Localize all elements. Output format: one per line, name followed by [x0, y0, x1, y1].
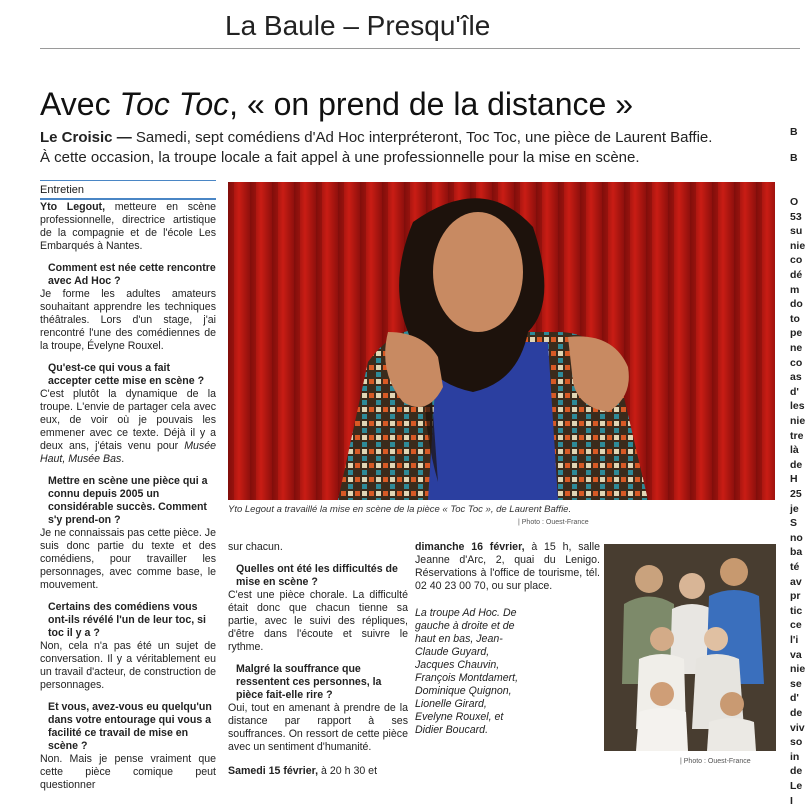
strip-fragment: ba: [790, 546, 803, 559]
answer: Oui, tout en amenant à prendre de la distance par rapport à ses souffrances. On ressort de cette pièce avec un sentiment d'humanité.: [228, 702, 408, 753]
strip-fragment: 25: [790, 488, 802, 500]
strip-fragment: ce: [790, 619, 802, 632]
strip-fragment: in: [790, 750, 800, 763]
strip-fragment: Le: [790, 780, 803, 792]
section-header: [0, 0, 800, 50]
question: Qu'est-ce qui vous a fait accepter cette mise en scène ?: [48, 362, 205, 387]
strip-fragment: O: [790, 196, 799, 208]
question: Quelles ont été les difficultés de mise en scène ?: [236, 563, 398, 588]
question: Mettre en scène une pièce qui a connu depuis 2005 un considérable succès. Comment s'y prend-on ?: [48, 475, 208, 526]
section-title: La Baule – Presqu'île: [225, 10, 491, 41]
photo-credit: | Photo : Ouest-France: [518, 519, 589, 526]
strip-fragment: do: [790, 298, 803, 311]
answer: C'est une pièce chorale. La difficulté était donc que chacun tienne sa partie, avec le suivi des répliques, d'être dans l'écoute et suivre le rythme.: [228, 589, 408, 653]
strip-fragment: B: [790, 152, 798, 164]
strip-fragment: se: [790, 677, 802, 690]
event-info: dimanche 16 février, à 15 h, salle Jeanne d'Arc, 2, quai du Lenigo. Réservations à l'office de tourisme, tél. 02 40 23 00 70, ou sur place.: [415, 541, 600, 592]
strip-fragment: m: [790, 283, 800, 296]
adjacent-article-strip: [780, 60, 805, 807]
strip-fragment: dé: [790, 269, 803, 281]
strip-fragment: co: [790, 356, 803, 369]
question: Malgré la souffrance que ressentent ces personnes, la pièce fait-elle rire ?: [236, 663, 382, 701]
strip-fragment: to: [790, 312, 800, 325]
strip-fragment: tre: [790, 429, 804, 442]
strip-fragment: viv: [790, 721, 805, 734]
strip-fragment: l'i: [790, 634, 799, 646]
strip-fragment: d': [790, 692, 799, 705]
photo-yto-legout: [228, 182, 775, 500]
strip-fragment: I: [790, 794, 793, 807]
strip-fragment: B: [790, 126, 798, 138]
section-rule: [40, 48, 800, 49]
strip-fragment: H: [790, 473, 798, 486]
kicker-rule: [40, 198, 216, 200]
answer: Je forme les adultes amateurs souhaitant apprendre les techniques théâtrales. Lors d'un stage, j'ai rencontré l'une des comédiennes de la troupe, Évelyne Rouxel.: [40, 288, 216, 352]
answer: Non. Mais je pense vraiment que cette pièce comique peut questionner: [40, 753, 216, 791]
column-2: [228, 541, 408, 778]
strip-fragment: ne: [790, 342, 803, 354]
strip-fragment: co: [790, 254, 803, 267]
question: Et vous, avez-vous eu quelqu'un dans votre entourage qui vous a facilité ce travail de mise en scène ?: [48, 701, 212, 752]
dateline: Le Croisic —: [40, 129, 132, 146]
strip-fragment: pe: [790, 327, 803, 340]
strip-fragment: d': [790, 385, 799, 398]
strip-fragment: de: [790, 765, 803, 778]
strip-fragment: de: [790, 707, 803, 719]
strip-fragment: no: [790, 531, 803, 544]
strip-fragment: 53: [790, 210, 802, 223]
question: Certains des comédiens vous ont-ils révélé l'un de leur toc, si toc il y a ?: [48, 601, 206, 639]
strip-fragment: là: [790, 444, 799, 457]
photo-caption: Yto Legout a travaillé la mise en scène de la pièce « Toc Toc », de Laurent Baffie.: [228, 504, 572, 515]
strip-fragment: de: [790, 458, 803, 471]
column-3: [415, 541, 600, 737]
strip-fragment: va: [790, 648, 802, 661]
strip-fragment: so: [790, 736, 803, 749]
strip-fragment: av: [790, 575, 802, 588]
lead-paragraph: Le Croisic — Samedi, sept comédiens d'Ad Hoc interpréteront, Toc Toc, une pièce de Laurent Baffie. À cette occasion, la troupe locale a fait appel à une professionnelle pour la mise en scène.: [40, 129, 713, 166]
photo-credit: | Photo : Ouest-France: [680, 758, 751, 765]
strip-fragment: su: [790, 225, 803, 238]
photo-troupe: [604, 544, 776, 751]
question: Comment est née cette rencontre avec Ad Hoc ?: [48, 262, 216, 287]
troupe-caption: La troupe Ad Hoc. De gauche à droite et de haut en bas, Jean-Claude Guyard, Jacques Chauvin, François Montdamert, Dominique Quignon, Lionelle Girard, Evelyne Rouxel, et Didier Boucard.: [415, 607, 519, 736]
strip-fragment: S: [790, 517, 798, 530]
intro-paragraph: Yto Legout, metteure en scène professionnelle, directrice artistique de la compagnie et de l'école Les Embarqués à Nantes.: [40, 201, 216, 252]
kicker-rule: [40, 180, 216, 181]
strip-fragment: té: [790, 561, 800, 573]
headline: Avec Toc Toc, « on prend de la distance »: [40, 86, 633, 122]
strip-fragment: tic: [790, 604, 803, 617]
strip-fragment: nie: [790, 415, 805, 427]
strip-fragment: as: [790, 371, 802, 384]
answer: Je ne connaissais pas cette pièce. Je suis donc partie du texte et des comédiens, pour travailler les personnages, avec comme base, le mouvement.: [40, 527, 216, 591]
strip-fragment: nie: [790, 239, 805, 252]
strip-fragment: nie: [790, 663, 805, 676]
strip-fragment: pr: [790, 590, 801, 603]
answer: sur chacun.: [228, 541, 283, 553]
answer: Non, cela n'a pas été un sujet de conversation. Il y a véritablement eu un travail d'acteur, de construction de personnages.: [40, 640, 216, 691]
answer: C'est plutôt la dynamique de la troupe. L'envie de partager cela avec eux, de voir où je pouvais les emmener avec ce texte. Déjà il y a deux ans, j'étais venu pour Musée Haut, Musée Bas.: [40, 388, 216, 465]
event-info: Samedi 15 février, à 20 h 30 et: [228, 765, 378, 777]
column-1: [40, 201, 216, 792]
strip-fragment: je: [790, 502, 799, 515]
strip-fragment: les: [790, 400, 805, 413]
kicker: Entretien: [40, 184, 85, 196]
